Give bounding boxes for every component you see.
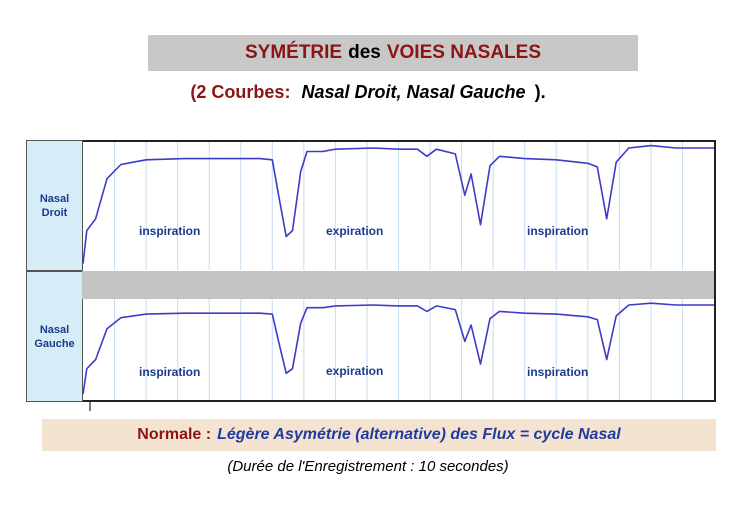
phase-label-bottom-3: inspiration [527,365,589,379]
normal-note [42,419,716,451]
panel-label-bottom-line2: Gauche [34,337,75,350]
subtitle-open: ( [190,82,197,102]
normal-note-label: Normale : [137,426,212,443]
subtitle-count: 2 Courbes: [196,82,291,102]
panel-label-top-line1: Nasal [39,192,70,205]
panel-label-top-line2: Droit [41,206,68,219]
title-part-symetrie: SYMÉTRIE [244,42,343,63]
phase-label-top-3: inspiration [527,224,589,238]
title-part-des: des [348,42,381,63]
panel-label-bottom-line1: Nasal [39,323,70,336]
phase-label-top-2: expiration [326,224,384,238]
phase-label-bottom-1: inspiration [139,365,201,379]
phase-label-bottom-2: expiration [326,364,384,378]
recording-duration: (Durée de l'Enregistrement : 10 secondes) [227,458,509,475]
subtitle-close: ). [534,82,546,102]
phase-label-top-1: inspiration [139,224,201,238]
title-part-voies-nasales: VOIES NASALES [386,42,542,63]
subtitle-curves: Nasal Droit, Nasal Gauche [301,82,526,102]
normal-note-text: Légère Asymétrie (alternative) des Flux = cycle Nasal [217,426,621,443]
